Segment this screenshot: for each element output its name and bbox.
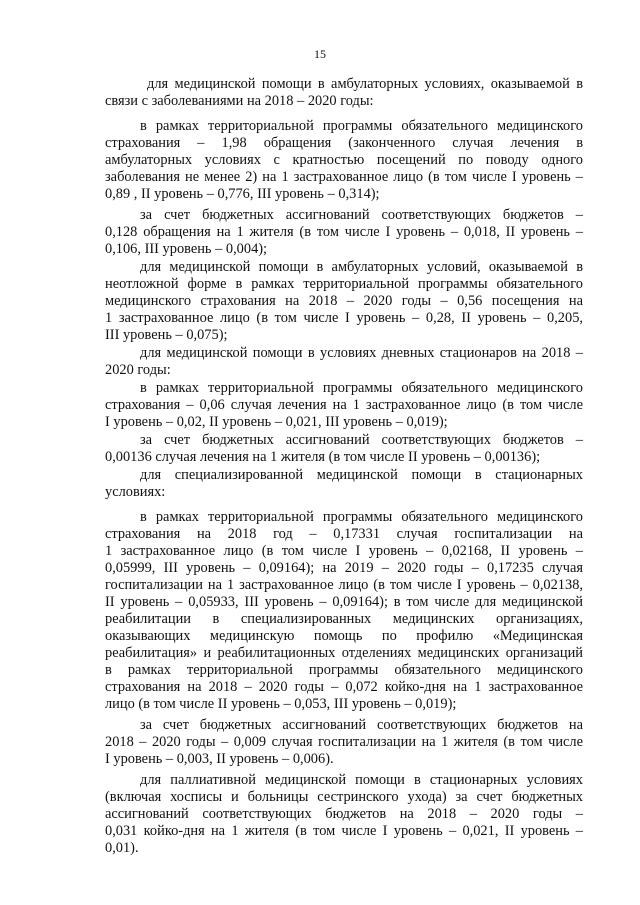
text-line: (включая хосписы и больницы сестринского ухода) за счет бюджетных (105, 789, 583, 805)
text-line: за счет бюджетных ассигнований соответствующих бюджетов на (140, 717, 583, 733)
text-line: в рамках территориальной программы обязательного медицинского (140, 509, 583, 525)
text-line: оказывающих медицинскую помощь по профилю «Медицинская (105, 628, 583, 644)
text-line: 0,00136 случая лечения на 1 жителя (в том числе II уровень – 0,00136); (105, 449, 541, 465)
text-line: реабилитации в специализированных медицинских организациях, (105, 611, 583, 627)
text-line: в рамках территориальной программы обязательного медицинского (140, 118, 583, 134)
page-number: 15 (314, 47, 326, 61)
text-line: 0,05999, III уровень – 0,09164); на 2019 – 2020 годы – 0,17235 случая (105, 560, 583, 576)
text-line: страхования на 2018 – 2020 годы – 0,072 койко-дня на 1 застрахованное (105, 679, 583, 695)
text-line: страхования – 1,98 обращения (законченного случая лечения в (105, 135, 583, 151)
text-line: 2018 – 2020 годы – 0,009 случая госпитализации на 1 жителя (в том числе (105, 734, 583, 750)
text-line: заболевания не менее 2) на 1 застрахованное лицо (в том числе I уровень – (105, 169, 583, 185)
text-line: 0,128 обращения на 1 жителя (в том числе I уровень – 0,018, II уровень – (105, 224, 583, 240)
text-line: 0,031 койко-дня на 1 жителя (в том числе I уровень – 0,021, II уровень – (105, 823, 583, 839)
text-line: 0,89 , II уровень – 0,776, III уровень – 0,314); (105, 186, 380, 202)
text-line: для паллиативной медицинской помощи в стационарных условиях (140, 772, 583, 788)
text-line: 2020 годы: (105, 362, 171, 378)
text-line: 0,106, III уровень – 0,004); (105, 241, 268, 257)
text-line: лицо (в том числе II уровень – 0,053, III уровень – 0,019); (105, 696, 457, 712)
text-line: связи с заболеваниями на 2018 – 2020 годы: (105, 93, 374, 109)
text-line: за счет бюджетных ассигнований соответствующих бюджетов – (140, 207, 583, 223)
text-line: для медицинской помощи в амбулаторных условий, оказываемой в (140, 259, 583, 275)
text-line: для медицинской помощи в условиях дневных стационаров на 2018 – (140, 345, 583, 361)
text-line: 0,01). (105, 840, 139, 856)
text-line: госпитализации на 1 застрахованное лицо (в том числе I уровень – 0,02138, (105, 577, 583, 593)
text-line: неотложной форме в рамках территориальной программы обязательного (105, 276, 583, 292)
text-line: страхования – 0,06 случая лечения на 1 застрахованное лицо (в том числе (105, 397, 583, 413)
text-line: в рамках территориальной программы обязательного медицинского (140, 380, 583, 396)
text-line: 1 застрахованное лицо (в том числе I уровень – 0,28, II уровень – 0,205, (105, 310, 583, 326)
text-line: I уровень – 0,02, II уровень – 0,021, III уровень – 0,019); (105, 414, 448, 430)
text-line: 1 застрахованное лицо (в том числе I уровень – 0,02168, II уровень – (105, 543, 583, 559)
text-line: за счет бюджетных ассигнований соответствующих бюджетов – (140, 432, 583, 448)
text-line: для медицинской помощи в амбулаторных условиях, оказываемой в (147, 76, 583, 92)
text-line: условиях: (105, 484, 166, 500)
text-line: реабилитация» и реабилитационных отделениях медицинских организаций (105, 645, 583, 661)
text-line: страхования на 2018 год – 0,17331 случая госпитализации на (105, 526, 583, 542)
text-line: медицинского страхования на 2018 – 2020 годы – 0,56 посещения на (105, 293, 583, 309)
text-line: ассигнований соответствующих бюджетов на 2018 – 2020 годы – (105, 806, 583, 822)
text-line: II уровень – 0,05933, III уровень – 0,09164); в том числе для медицинской (105, 594, 583, 610)
text-line: III уровень – 0,075); (105, 327, 228, 343)
text-line: для специализированной медицинской помощи в стационарных (140, 467, 583, 483)
text-line: I уровень – 0,003, II уровень – 0,006). (105, 751, 334, 767)
text-line: амбулаторных условиях с кратностью посещений по поводу одного (105, 152, 583, 168)
text-line: в рамках территориальной программы обязательного медицинского (105, 662, 583, 678)
